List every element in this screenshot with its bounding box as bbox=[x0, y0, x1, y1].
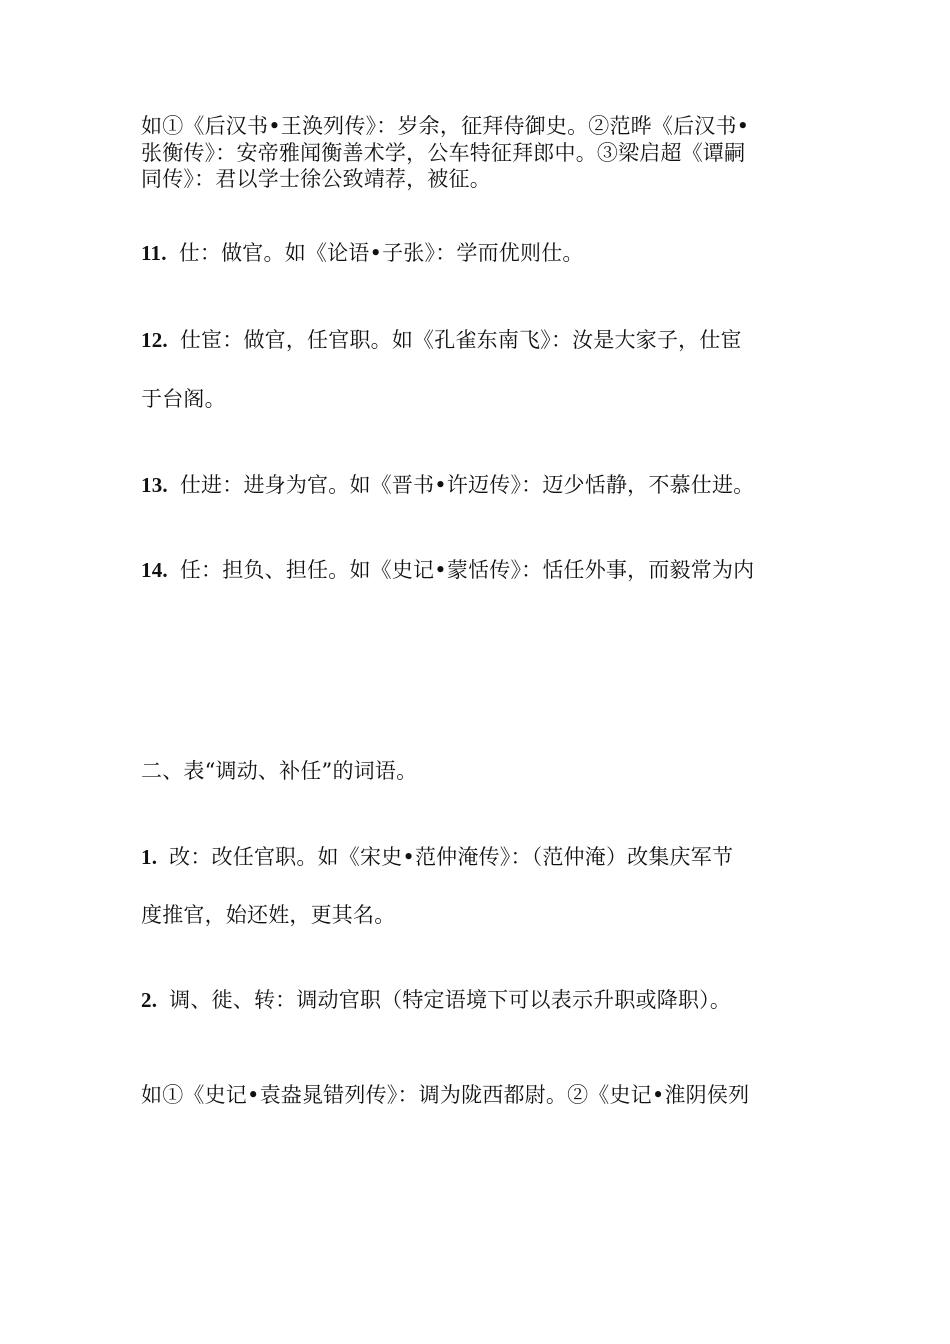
list-item-11 bbox=[141, 240, 584, 266]
item-number: 14. bbox=[141, 558, 168, 582]
item-text: 调、徙、转：调动官职（特定语境下可以表示升职或降职）。 bbox=[169, 988, 732, 1012]
paragraph-line-examples bbox=[141, 1082, 749, 1108]
item-text: 仕宦：做官，任官职。如《孔雀东南飞》：汝是大家子，仕宦 bbox=[179, 328, 742, 352]
line-text: 如①《史记•袁盎晁错列传》：调为陇西都尉。②《史记•淮阴侯列 bbox=[141, 1083, 750, 1107]
item-text: 仕进：进身为官。如《晋书•许迈传》：迈少恬静，不慕仕进。 bbox=[179, 473, 755, 497]
item-text: 任：担负、担任。如《史记•蒙恬传》：恬任外事，而毅常为内 bbox=[179, 558, 755, 582]
paragraph-line-1 bbox=[141, 113, 749, 139]
paragraph-line-3 bbox=[141, 166, 491, 192]
list-item-2 bbox=[141, 987, 731, 1013]
item-text: 改：改任官职。如《宋史•范仲淹传》：（范仲淹）改集庆军节 bbox=[169, 845, 734, 869]
line-text: 张衡传》：安帝雅闻衡善术学，公车特征拜郎中。③梁启超《谭嗣 bbox=[141, 141, 746, 165]
item-number: 2. bbox=[141, 988, 158, 1012]
list-item-14 bbox=[141, 557, 754, 583]
section-heading bbox=[141, 758, 417, 784]
list-item-12-continuation bbox=[141, 386, 226, 412]
item-number: 12. bbox=[141, 328, 168, 352]
item-text: 仕：做官。如《论语•子张》：学而优则仕。 bbox=[178, 241, 584, 265]
line-text: 同传》：君以学士徐公致靖荐，被征。 bbox=[141, 167, 491, 191]
paragraph-line-2 bbox=[141, 140, 745, 166]
heading-text: 二、表“调动、补任”的词语。 bbox=[141, 759, 418, 783]
list-item-13 bbox=[141, 472, 754, 498]
item-number: 11. bbox=[141, 241, 167, 265]
line-text: 度推官，始还姓，更其名。 bbox=[141, 903, 396, 927]
list-item-1 bbox=[141, 844, 733, 870]
item-number: 13. bbox=[141, 473, 168, 497]
list-item-1-continuation bbox=[141, 902, 395, 928]
line-text: 如①《后汉书•王涣列传》：岁余，征拜侍御史。②范晔《后汉书• bbox=[141, 114, 750, 138]
line-text: 于台阁。 bbox=[141, 387, 226, 411]
item-number: 1. bbox=[141, 845, 158, 869]
list-item-12 bbox=[141, 327, 742, 353]
